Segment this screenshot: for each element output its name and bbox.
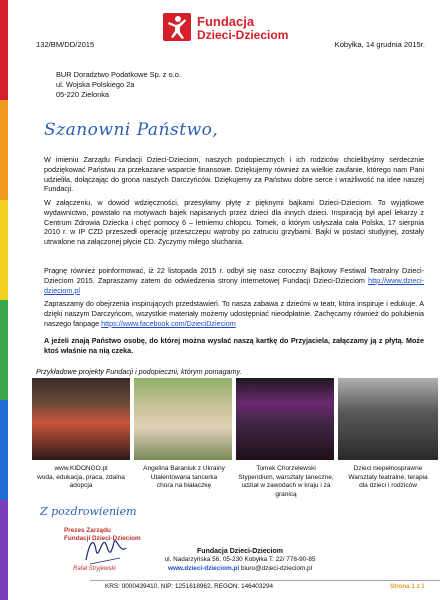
- signer-name: Rafał Stryjewski: [73, 566, 116, 572]
- project-1-desc: woda, edukacja, praca, zdalna: [37, 473, 125, 481]
- project-1-desc2: adopcja: [69, 482, 93, 490]
- paragraph-festival: [44, 266, 424, 295]
- rainbow-strip: [0, 0, 8, 600]
- greeting: Szanowni Państwo,: [44, 120, 219, 140]
- page-number: Strona 1 z 1: [390, 583, 425, 590]
- registry-numbers: KRS: 0000439410, NIP: 1251618962, REGON: 146403294: [105, 583, 274, 590]
- photo-kidongo: [32, 378, 130, 460]
- project-2-desc: Utalentowana tancerka: [150, 473, 218, 481]
- footer-web[interactable]: www.dzieci-dzieciom.pl: [167, 564, 240, 572]
- projects-caption: Przykładowe projekty Fundacji i podopieczni, którym pomagamy.: [36, 367, 242, 376]
- website-link[interactable]: http://www.dzieci-dzieciom.pl: [44, 275, 425, 295]
- project-caption-3: [236, 465, 336, 499]
- stamp-title: Prezes Zarządu: [64, 527, 111, 534]
- paragraph-card: A jeżeli znają Państwo osobę, do której można wysłać naszą kartkę do Przyjaciela, załączamy ją z płytą. Może ktoś właśnie na nią czeka.: [44, 336, 424, 355]
- strip-yellow: [0, 200, 8, 300]
- footer-divider: [90, 580, 440, 581]
- stamp-org: Fundacji Dzieci-Dzieciom: [64, 535, 141, 542]
- signature-icon: [80, 530, 130, 570]
- project-2-desc2: chora na białaczkę: [156, 482, 212, 490]
- logo-line1: Fundacja: [197, 14, 255, 29]
- recipient-street: ul. Wojska Polskiego 2a: [56, 79, 135, 89]
- project-4-title: Dzieci niepełnosprawne: [353, 465, 423, 472]
- foundation-logo: [163, 13, 289, 45]
- project-4-desc2: dla dzieci i rodziców: [359, 482, 417, 490]
- photo-angelina: [134, 378, 232, 460]
- closing-salutation: Z pozdrowieniem: [40, 505, 137, 518]
- paragraph-invite: [44, 299, 424, 328]
- project-caption-4: [338, 465, 438, 491]
- strip-purple: [0, 500, 8, 600]
- recipient-city: 05-220 Zielonka: [56, 89, 110, 99]
- photo-tomek: [236, 378, 334, 460]
- paragraph-cd: W załączeniu, w dowód wdzięczności, przesyłamy płytę z pięknymi bajkami Dzieci-Dzieciom. To wyjątkowe wydawnictwo, powstało na motywach bajek napisanych przez dzieci dla innych dzieci. Inspiracją był apel lekarzy z Centrum Zdrowia Dziecka i chęć pomocy 6 – letniemu chłopcu. Tomek, o którym usłyszała cała Polska, 17 sierpnia 2010 r. w IP CZD przeszedł operację przeszczepu wątroby po zatruciu grzybami. Bajki w postaci studyjnej, zostały utrwalone na załączonej płycie CD. Życzymy miłego słuchania.: [44, 198, 424, 247]
- project-4-desc: Warsztaty teatralne, terapia: [348, 473, 428, 481]
- logo-child-icon: [163, 13, 191, 41]
- reference-number: 132/BM/DD/2015: [36, 40, 95, 49]
- project-3-desc: Stypendium, warsztaty taneczne,: [238, 473, 334, 481]
- project-caption-2: [134, 465, 234, 491]
- strip-orange: [0, 100, 8, 200]
- strip-blue: [0, 400, 8, 500]
- strip-red: [0, 0, 8, 100]
- festival-text: Pragnę również poinformować, iż 22 listopada 2015 r. odbył się nasz coroczny Bajkowy Festiwal Teatralny Dzieci-Dzieciom 2015. Zapraszamy zatem do odwiedzenia strony internetowej Fundacji Dzieci-Dzieciom: [44, 266, 424, 285]
- strip-green: [0, 300, 8, 400]
- recipient-address: [56, 70, 181, 99]
- facebook-link[interactable]: https://www.facebook.com/DzieciDzieciom: [101, 318, 236, 328]
- footer-contacts: [150, 565, 330, 573]
- letter-footer: [150, 548, 330, 573]
- paragraph-thanks: W imieniu Zarządu Fundacji Dzieci-Dzieciom, naszych podopiecznych i ich rodziców chcielibyśmy serdecznie podziękować Państwu za przekazane wsparcie finansowe. Dziękujemy również za wielkie zaufanie, którego nam Pani udzieliła, dołączając do grona naszych Darczyńców. Dziękujemy za Państwu dobre serce i wrażliwość na idee naszej Fundacji.: [44, 155, 424, 194]
- project-caption-1: [30, 465, 132, 491]
- project-3-desc2: udział w zawodach w kraju i za granicą: [241, 482, 331, 498]
- project-1-title: www.KIDONGO.pl: [54, 465, 108, 472]
- footer-address: ul. Nadarzyńska 56, 05-230 Kobyłka T. 22/ 778-90-85: [164, 556, 316, 564]
- recipient-name: BUR Doradztwo Podatkowe Sp. z o.o.: [56, 70, 181, 79]
- invite-text: Zapraszamy do obejrzenia inspirujących przedstawień. To nasza zabawa z dziećmi w teatr, która inspiruje i edukuje. A dzięki naszym Darczyńcom, wszystkie materiały możemy udostępniać nieodpłatnie. Zachęcamy również do polubienia naszego fanpage: [44, 299, 424, 328]
- letter-date: Kobyłka, 14 grudnia 2015r.: [334, 40, 425, 49]
- footer-org-name: Fundacja Dzieci-Dzieciom: [197, 548, 283, 555]
- footer-email[interactable]: biuro@dzieci-dzieciom.pl: [240, 564, 313, 572]
- photo-disabled-children: [338, 378, 438, 460]
- project-3-title: Tomek Chorzelewski: [256, 465, 316, 472]
- logo-line2: Dzieci-Dzieciom: [197, 28, 289, 42]
- project-2-title: Angelina Baraniuk z Ukrainy: [143, 465, 225, 472]
